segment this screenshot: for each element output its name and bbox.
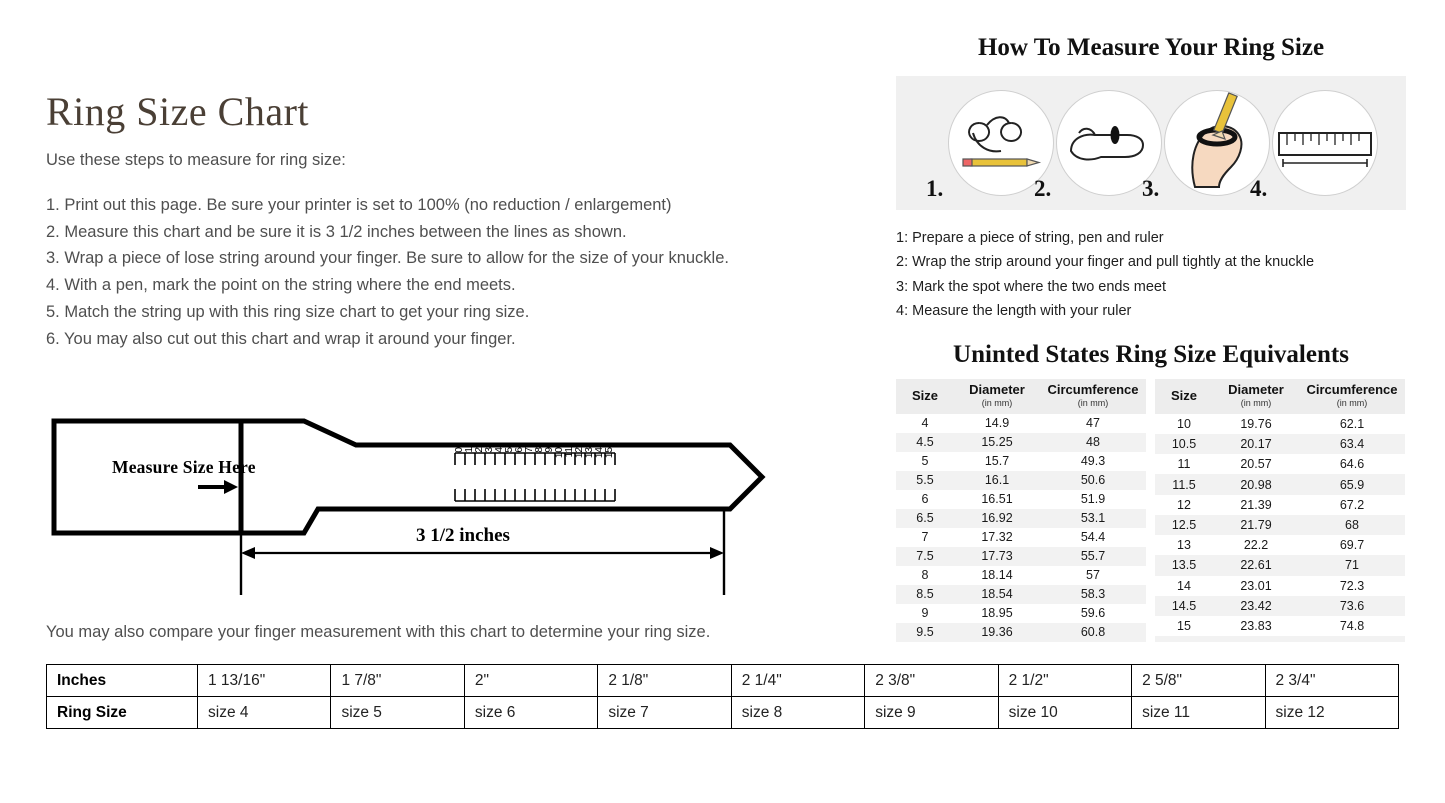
cell-circumference: 55.7 bbox=[1040, 547, 1146, 566]
tick-number: 7 bbox=[524, 447, 535, 453]
inches-cell: 1 7/8" bbox=[331, 665, 464, 697]
inches-cell: 2 3/8" bbox=[865, 665, 998, 697]
table-row bbox=[1155, 515, 1405, 535]
cell-circumference: 58.3 bbox=[1040, 585, 1146, 604]
cell-circumference: 64.6 bbox=[1299, 454, 1405, 474]
tick-number: 10 bbox=[554, 447, 565, 459]
table-row bbox=[1155, 434, 1405, 454]
cell-diameter: 14.9 bbox=[954, 414, 1040, 433]
tick-number: 11 bbox=[564, 447, 575, 458]
illustration-number: 4. bbox=[1250, 176, 1268, 201]
inches-cell: 2" bbox=[464, 665, 597, 697]
size-cell: size 9 bbox=[865, 697, 998, 729]
table-row bbox=[896, 452, 1146, 471]
cell-diameter: 18.95 bbox=[954, 604, 1040, 623]
inches-cell: 2 5/8" bbox=[1132, 665, 1265, 697]
col-diameter-unit: (in mm) bbox=[981, 398, 1013, 409]
col-circumference-label: Circumference bbox=[1306, 382, 1398, 398]
cell-diameter: 23.42 bbox=[1213, 596, 1299, 616]
cell-circumference: 72.3 bbox=[1299, 576, 1405, 596]
table-row bbox=[1155, 596, 1405, 616]
row-header-ring-size: Ring Size bbox=[47, 697, 198, 729]
right-column bbox=[896, 34, 1406, 642]
table-row bbox=[896, 433, 1146, 452]
tick-number: 2 bbox=[474, 447, 485, 453]
inches-cell: 2 3/4" bbox=[1265, 665, 1399, 697]
inches-to-size-table bbox=[46, 664, 1399, 729]
cell-diameter: 16.1 bbox=[954, 471, 1040, 490]
cell-size: 13.5 bbox=[1155, 555, 1213, 575]
row-header-inches: Inches bbox=[47, 665, 198, 697]
cell-size: 6.5 bbox=[896, 509, 954, 528]
cell-circumference: 47 bbox=[1040, 414, 1146, 433]
cell-size: 12 bbox=[1155, 495, 1213, 515]
tick-number: 8 bbox=[534, 447, 545, 453]
col-size: Size bbox=[1155, 379, 1213, 413]
cell-size: 11 bbox=[1155, 454, 1213, 474]
cell-diameter: 17.32 bbox=[954, 528, 1040, 547]
step-item: 5. Match the string up with this ring size chart to get your ring size. bbox=[46, 302, 530, 321]
equivalents-tables bbox=[896, 379, 1406, 641]
col-diameter-label: Diameter bbox=[969, 382, 1025, 398]
table-row bbox=[896, 585, 1146, 604]
page-title: Ring Size Chart bbox=[46, 89, 310, 134]
cell-circumference: 53.1 bbox=[1040, 509, 1146, 528]
table-row bbox=[896, 528, 1146, 547]
cell-circumference: 69.7 bbox=[1299, 535, 1405, 555]
cell-diameter: 20.57 bbox=[1213, 454, 1299, 474]
cell-circumference: 50.6 bbox=[1040, 471, 1146, 490]
cell-diameter: 16.51 bbox=[954, 490, 1040, 509]
cell-diameter: 20.17 bbox=[1213, 434, 1299, 454]
col-diameter bbox=[954, 379, 1040, 413]
steps-list bbox=[46, 192, 866, 352]
cell-diameter: 21.39 bbox=[1213, 495, 1299, 515]
tick-number: 4 bbox=[494, 447, 505, 453]
cell-size: 8.5 bbox=[896, 585, 954, 604]
table-row bbox=[896, 547, 1146, 566]
table-row bbox=[1155, 454, 1405, 474]
inches-cell: 2 1/8" bbox=[598, 665, 731, 697]
illustration-4 bbox=[1250, 90, 1376, 201]
tick-number: 0 bbox=[454, 447, 465, 453]
tick-number: 9 bbox=[544, 447, 555, 453]
cell-circumference: 62.1 bbox=[1299, 414, 1405, 434]
cell-circumference: 71 bbox=[1299, 555, 1405, 575]
cell-size: 5.5 bbox=[896, 471, 954, 490]
table-row bbox=[896, 490, 1146, 509]
table-row bbox=[1155, 636, 1405, 641]
illustration-number: 3. bbox=[1142, 176, 1160, 201]
col-circumference bbox=[1040, 379, 1146, 413]
tick-number: 1 bbox=[464, 447, 475, 453]
col-diameter-label: Diameter bbox=[1228, 382, 1284, 398]
size-cell: size 7 bbox=[598, 697, 731, 729]
cell-size: 8 bbox=[896, 566, 954, 585]
ring-sizer-svg bbox=[46, 405, 806, 610]
cell-diameter: 19.36 bbox=[954, 623, 1040, 642]
size-cell: size 11 bbox=[1132, 697, 1265, 729]
tick-number: 15 bbox=[604, 447, 615, 459]
cell-circumference: 74.8 bbox=[1299, 616, 1405, 636]
size-cell: size 4 bbox=[198, 697, 331, 729]
table-header-row bbox=[1155, 379, 1405, 413]
cell-circumference: 51.9 bbox=[1040, 490, 1146, 509]
table-row bbox=[896, 623, 1146, 642]
cell-diameter: 20.98 bbox=[1213, 474, 1299, 494]
cell-diameter: 18.54 bbox=[954, 585, 1040, 604]
table-row bbox=[896, 509, 1146, 528]
equivalents-title: Uninted States Ring Size Equivalents bbox=[953, 341, 1349, 369]
intro-text: Use these steps to measure for ring size: bbox=[46, 151, 346, 169]
size-cell: size 5 bbox=[331, 697, 464, 729]
cell-size: 7.5 bbox=[896, 547, 954, 566]
how-to-measure-title: How To Measure Your Ring Size bbox=[977, 34, 1325, 61]
tick-number: 5 bbox=[504, 447, 515, 453]
tick-number: 6 bbox=[514, 447, 525, 453]
step-item: 2. Measure this chart and be sure it is 3 1/2 inches between the lines as shown. bbox=[46, 222, 627, 241]
measure-step: 3: Mark the spot where the two ends meet bbox=[896, 278, 1166, 295]
cell-diameter: 16.92 bbox=[954, 509, 1040, 528]
measure-size-here-label: Measure Size Here bbox=[112, 457, 256, 477]
cell-diameter: 23.83 bbox=[1213, 616, 1299, 636]
table-row bbox=[896, 604, 1146, 623]
equivalents-table-right bbox=[1155, 379, 1405, 641]
cell-diameter: 22.61 bbox=[1213, 555, 1299, 575]
table-row bbox=[1155, 414, 1405, 434]
col-diameter bbox=[1213, 379, 1299, 413]
table-header-row bbox=[896, 379, 1146, 413]
cell-size: 10 bbox=[1155, 414, 1213, 434]
col-circumference bbox=[1299, 379, 1405, 413]
length-dimension-label: 3 1/2 inches bbox=[416, 525, 510, 546]
illustration-number: 2. bbox=[1034, 176, 1052, 201]
cell-diameter bbox=[1213, 636, 1299, 641]
inches-cell: 1 13/16" bbox=[198, 665, 331, 697]
table-row bbox=[1155, 474, 1405, 494]
step-item: 1. Print out this page. Be sure your printer is set to 100% (no reduction / enlargement) bbox=[46, 196, 672, 214]
table-row bbox=[1155, 535, 1405, 555]
step-item: 4. With a pen, mark the point on the string where the end meets. bbox=[46, 276, 516, 295]
cell-circumference: 57 bbox=[1040, 566, 1146, 585]
cell-circumference: 63.4 bbox=[1299, 434, 1405, 454]
cell-size: 5 bbox=[896, 452, 954, 471]
cell-diameter: 22.2 bbox=[1213, 535, 1299, 555]
ruler-measure-icon bbox=[1272, 90, 1378, 196]
cell-diameter: 17.73 bbox=[954, 547, 1040, 566]
table-row bbox=[47, 697, 1399, 729]
cell-diameter: 21.79 bbox=[1213, 515, 1299, 535]
cell-size: 15 bbox=[1155, 616, 1213, 636]
illustration-band bbox=[896, 76, 1406, 210]
cell-circumference: 68 bbox=[1299, 515, 1405, 535]
equivalents-table-left bbox=[896, 379, 1146, 641]
size-cell: size 8 bbox=[731, 697, 864, 729]
cell-size: 7 bbox=[896, 528, 954, 547]
cell-circumference: 49.3 bbox=[1040, 452, 1146, 471]
col-size: Size bbox=[896, 379, 954, 413]
cell-circumference: 67.2 bbox=[1299, 495, 1405, 515]
measure-step: 4: Measure the length with your ruler bbox=[896, 303, 1132, 320]
size-cell: size 6 bbox=[464, 697, 597, 729]
cell-circumference: 73.6 bbox=[1299, 596, 1405, 616]
table-row bbox=[1155, 555, 1405, 575]
tick-number: 12 bbox=[574, 447, 585, 459]
cell-circumference: 65.9 bbox=[1299, 474, 1405, 494]
table-row bbox=[896, 414, 1146, 433]
table-row bbox=[1155, 576, 1405, 596]
cell-diameter: 15.7 bbox=[954, 452, 1040, 471]
tick-number: 14 bbox=[594, 447, 605, 459]
cell-size: 4.5 bbox=[896, 433, 954, 452]
tick-number: 13 bbox=[584, 447, 595, 459]
cell-circumference bbox=[1299, 636, 1405, 641]
left-column bbox=[46, 88, 866, 352]
cell-circumference: 48 bbox=[1040, 433, 1146, 452]
cell-size: 9 bbox=[896, 604, 954, 623]
step-item: 3. Wrap a piece of lose string around your finger. Be sure to allow for the size of your knuckle. bbox=[46, 249, 729, 268]
cell-size bbox=[1155, 636, 1213, 641]
cell-size: 11.5 bbox=[1155, 474, 1213, 494]
ring-sizer-diagram bbox=[46, 405, 806, 615]
table-row bbox=[47, 665, 1399, 697]
step-item: 6. You may also cut out this chart and wrap it around your finger. bbox=[46, 329, 516, 348]
col-circumference-label: Circumference bbox=[1047, 382, 1139, 398]
cell-size: 9.5 bbox=[896, 623, 954, 642]
table-row bbox=[896, 471, 1146, 490]
inches-cell: 2 1/2" bbox=[998, 665, 1131, 697]
table-row bbox=[1155, 616, 1405, 636]
cell-size: 4 bbox=[896, 414, 954, 433]
cell-diameter: 18.14 bbox=[954, 566, 1040, 585]
cell-size: 6 bbox=[896, 490, 954, 509]
cell-size: 13 bbox=[1155, 535, 1213, 555]
cell-size: 14.5 bbox=[1155, 596, 1213, 616]
inches-cell: 2 1/4" bbox=[731, 665, 864, 697]
col-circumference-unit: (in mm) bbox=[1336, 398, 1368, 409]
col-circumference-unit: (in mm) bbox=[1077, 398, 1109, 409]
col-diameter-unit: (in mm) bbox=[1240, 398, 1272, 409]
measure-steps-list bbox=[896, 226, 1406, 323]
size-cell: size 10 bbox=[998, 697, 1131, 729]
cell-size: 12.5 bbox=[1155, 515, 1213, 535]
illustration-number: 1. bbox=[926, 176, 944, 201]
ruler-tick-numbers bbox=[454, 447, 615, 491]
cell-circumference: 60.8 bbox=[1040, 623, 1146, 642]
compare-note: You may also compare your finger measurement with this chart to determine your ring size. bbox=[46, 623, 711, 641]
table-row bbox=[1155, 495, 1405, 515]
size-cell: size 12 bbox=[1265, 697, 1399, 729]
table-row bbox=[896, 566, 1146, 585]
cell-diameter: 23.01 bbox=[1213, 576, 1299, 596]
measure-step: 2: Wrap the strip around your finger and pull tightly at the knuckle bbox=[896, 254, 1315, 271]
cell-size: 10.5 bbox=[1155, 434, 1213, 454]
cell-circumference: 54.4 bbox=[1040, 528, 1146, 547]
tick-number: 3 bbox=[484, 447, 495, 453]
cell-circumference: 59.6 bbox=[1040, 604, 1146, 623]
measure-step: 1: Prepare a piece of string, pen and ruler bbox=[896, 230, 1164, 246]
cell-size: 14 bbox=[1155, 576, 1213, 596]
cell-diameter: 15.25 bbox=[954, 433, 1040, 452]
cell-diameter: 19.76 bbox=[1213, 414, 1299, 434]
